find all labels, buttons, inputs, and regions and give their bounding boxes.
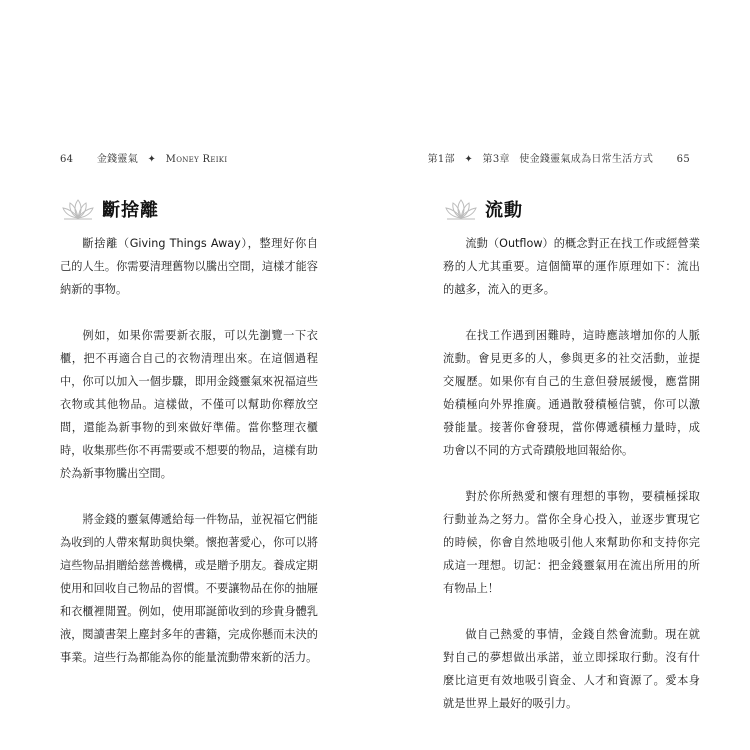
section-heading [60,196,159,222]
separator-icon: ✦ [147,154,157,165]
chapter-label: 第3章 [482,154,510,165]
section-heading [443,196,523,222]
running-head-right [428,150,690,165]
section-title: 流動 [485,200,523,221]
part-label: 第1部 [427,154,455,165]
section-title: 斷捨離 [102,200,159,221]
separator-icon: ✦ [464,154,474,165]
lotus-icon [443,198,479,220]
paragraph: 對於你所熱愛和懷有理想的事物，要積極採取行動並為之努力。當你全身心投入，並逐步實現它的時候，你會自然地吸引他人來幫助你和支持你完成這一理想。切記：把金錢靈氣用在流出所用的所有物品上！ [443,490,700,595]
page-number: 64 [60,154,74,165]
chapter-title: 使金錢靈氣成為日常生活方式 [519,154,654,165]
paragraph: 做自己熱愛的事情，金錢自然會流動。現在就對自己的夢想做出承諾，並立即採取行動。沒有什麼比這更有效地吸引資金、人才和資源了。愛本身就是世界上最好的吸引力。 [443,628,700,710]
paragraph: 將金錢的靈氣傳遞給每一件物品，並祝福它們能為收到的人帶來幫助與快樂。懷抱著愛心，你可以將這些物品捐贈給慈善機構，或是贈予朋友。養成定期使用和回收自己物品的習慣。不要讓物品在你的抽屜和衣櫃裡閒置。例如，使用耶誕節收到的珍貴身體乳液，閱讀書架上塵封多年的書籍，完成你懸而未決的事業。這些行為都能為你的能量流動帶來新的活力。 [60,513,318,664]
paragraph: 在找工作遇到困難時，這時應該增加你的人脈流動。會見更多的人，參與更多的社交活動，並提交履歷。如果你有自己的生意但發展緩慢，應當開始積極向外界推廣。通過散發積極信號，你可以激發能量。接著你會發現，當你傳遞積極力量時，成功會以不同的方式奇蹟般地回報給你。 [443,329,700,457]
body-text [443,232,700,738]
lotus-icon [60,198,96,220]
page-number: 65 [676,154,690,165]
running-head-left [60,150,227,165]
body-text [60,232,318,692]
book-title: 金錢靈氣 [96,154,139,165]
paragraph: 斷捨離（Giving Things Away），整理好你自己的人生。你需要清理舊物以騰出空間，這樣才能容納新的事物。 [60,237,318,296]
paragraph: 流動（Outflow）的概念對正在找工作或經營業務的人尤其重要。這個簡單的運作原理如下：流出的越多，流入的更多。 [443,237,700,296]
paragraph: 例如，如果你需要新衣服，可以先瀏覽一下衣櫃，把不再適合自己的衣物清理出來。在這個過程中，你可以加入一個步驟，即用金錢靈氣來祝福這些衣物或其他物品。這樣做，不僅可以幫助你釋放空間，還能為新事物的到來做好準備。當你整理衣櫃時，收集那些你不再需要或不想要的物品，這樣有助於為新事物騰出空間。 [60,329,318,480]
right-page [375,0,750,750]
series-title: Money Reiki [165,154,228,165]
